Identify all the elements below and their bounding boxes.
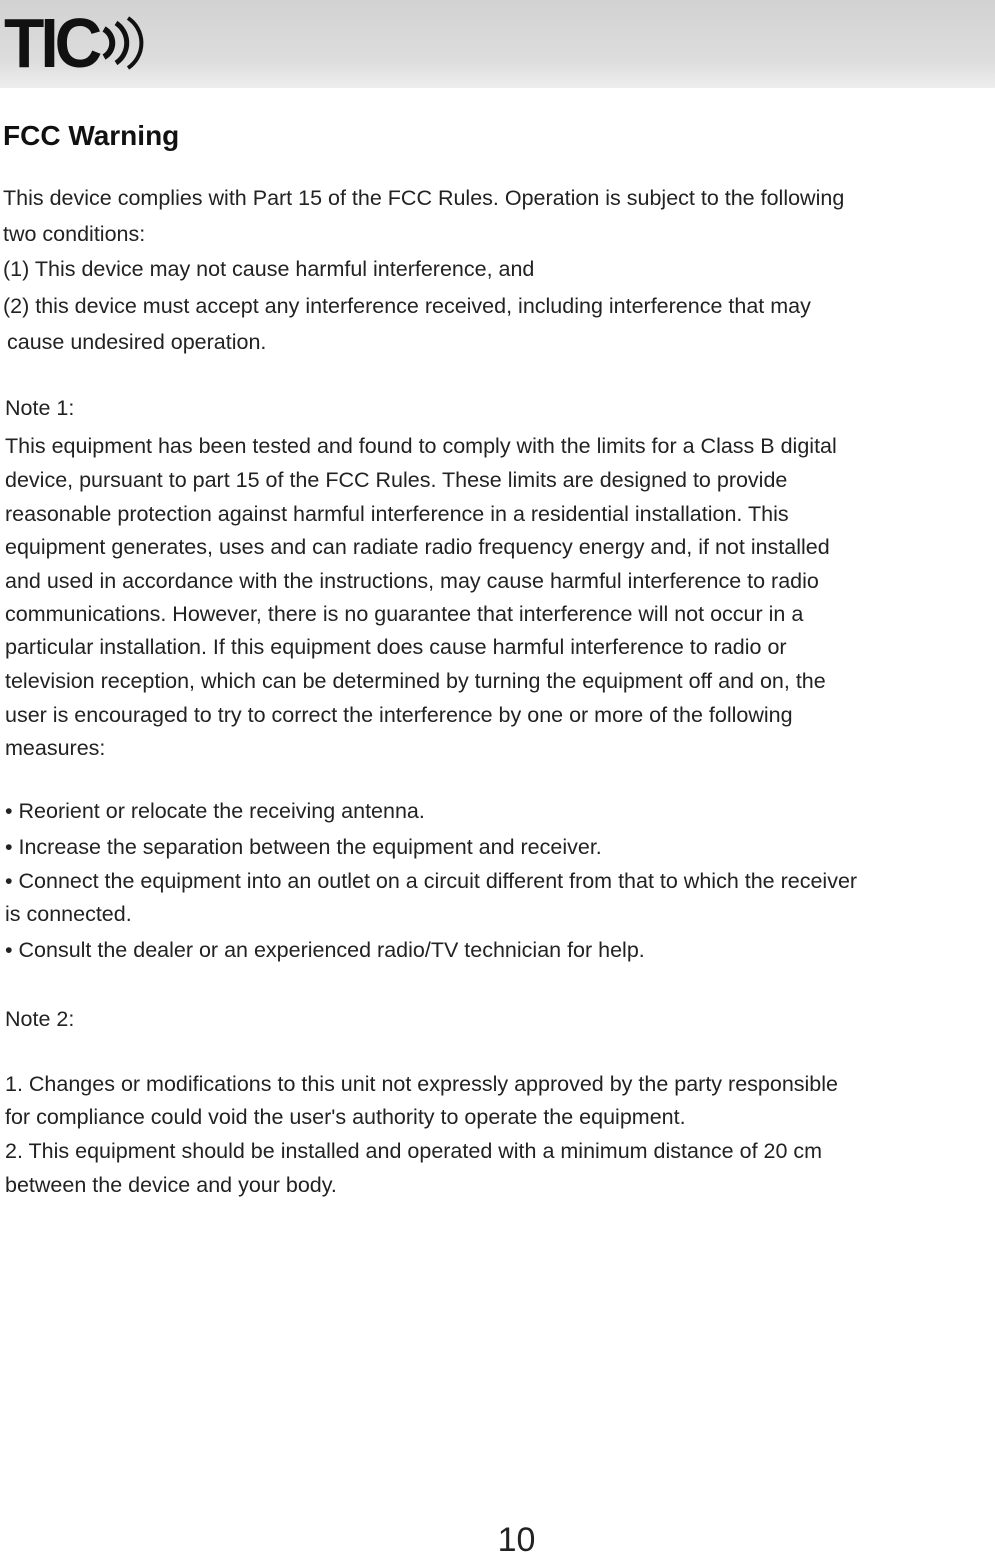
note1-line: and used in accordance with the instructions, may cause harmful interference to radio	[5, 569, 819, 593]
page-number: 10	[497, 1521, 536, 1559]
measure-item: • Increase the separation between the equipment and receiver.	[5, 835, 602, 859]
logo-text: TIC	[4, 4, 99, 82]
note1-line: communications. However, there is no guarantee that interference will not occur in a	[5, 602, 804, 626]
intro-line: two conditions:	[3, 222, 146, 246]
page-title: FCC Warning	[3, 120, 180, 151]
note1-line: user is encouraged to try to correct the interference by one or more of the following	[5, 703, 793, 727]
note1-line: device, pursuant to part 15 of the FCC Rules. These limits are designed to provide	[5, 468, 788, 492]
note1-line: television reception, which can be determined by turning the equipment off and on, the	[5, 669, 826, 693]
intro-line: (1) This device may not cause harmful interference, and	[3, 257, 535, 281]
note1-line: equipment generates, uses and can radiate radio frequency energy and, if not installed	[5, 535, 830, 559]
note2-line: between the device and your body.	[5, 1173, 337, 1197]
note2-line: for compliance could void the user's authority to operate the equipment.	[5, 1105, 686, 1129]
sound-waves-icon	[100, 15, 146, 71]
intro-line: cause undesired operation.	[7, 330, 267, 354]
note1-line: This equipment has been tested and found to comply with the limits for a Class B digital	[5, 434, 837, 458]
measure-item: • Consult the dealer or an experienced radio/TV technician for help.	[5, 938, 645, 962]
note2-line: 1. Changes or modifications to this unit not expressly approved by the party responsible	[5, 1072, 838, 1096]
note1-line: reasonable protection against harmful interference in a residential installation. This	[5, 502, 789, 526]
intro-line: This device complies with Part 15 of the FCC Rules. Operation is subject to the following	[3, 186, 845, 210]
note1-line: measures:	[5, 736, 106, 760]
note2-line: 2. This equipment should be installed and operated with a minimum distance of 20 cm	[5, 1139, 823, 1163]
note1-label: Note 1:	[5, 396, 75, 420]
brand-logo	[4, 4, 146, 82]
measure-item: is connected.	[5, 902, 132, 926]
measure-item: • Connect the equipment into an outlet on a circuit different from that to which the receiver	[5, 869, 858, 893]
note2-label: Note 2:	[5, 1007, 75, 1031]
note1-line: particular installation. If this equipment does cause harmful interference to radio or	[5, 635, 787, 659]
intro-line: (2) this device must accept any interference received, including interference that may	[3, 294, 811, 318]
header-band	[0, 0, 995, 88]
measure-item: • Reorient or relocate the receiving antenna.	[5, 799, 425, 823]
